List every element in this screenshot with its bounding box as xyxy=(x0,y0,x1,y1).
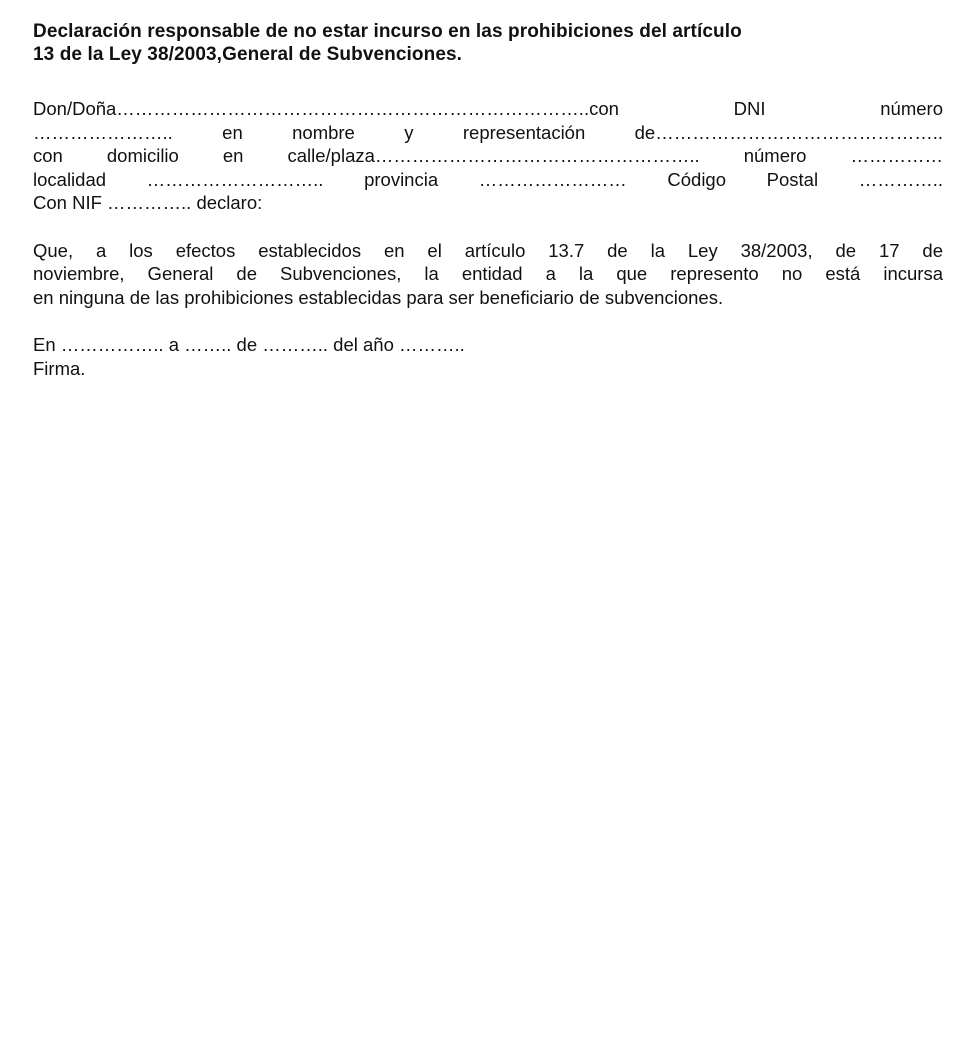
field-line-nif: Con NIF ………….. declaro: xyxy=(33,192,263,213)
document-title xyxy=(33,20,943,66)
title-line-1: Declaración responsable de no estar incurso en las prohibiciones del artículo xyxy=(33,21,742,42)
signoff-section xyxy=(33,333,943,380)
title-line-2: 13 de la Ley 38/2003,General de Subvenciones. xyxy=(33,44,463,65)
personal-data-fields xyxy=(33,97,943,215)
statement-line-2: noviembre, General de Subvenciones, la entidad a la que represento no está incursa xyxy=(33,263,943,284)
document-page xyxy=(33,20,943,380)
signature-label: Firma. xyxy=(33,357,86,379)
field-line-representation: ………………….. en nombre y representación de……………………………………….. xyxy=(33,121,943,143)
field-line-name-dni: Don/Doña…………………………………………………………………..con DNI número xyxy=(33,98,943,119)
field-line-locality: localidad ……………………….. provincia …………………… Código Postal ………….. xyxy=(33,168,943,190)
place-date-line: En …………….. a …….. de ……….. del año ……….. xyxy=(33,334,465,355)
declaration-statement xyxy=(33,239,943,310)
statement-line-1: Que, a los efectos establecidos en el artículo 13.7 de la Ley 38/2003, de 17 de xyxy=(33,239,943,261)
statement-line-3: en ninguna de las prohibiciones establecidas para ser beneficiario de subvenciones. xyxy=(33,286,724,308)
field-line-address: con domicilio en calle/plaza…………………………………………….. número …………… xyxy=(33,145,943,166)
